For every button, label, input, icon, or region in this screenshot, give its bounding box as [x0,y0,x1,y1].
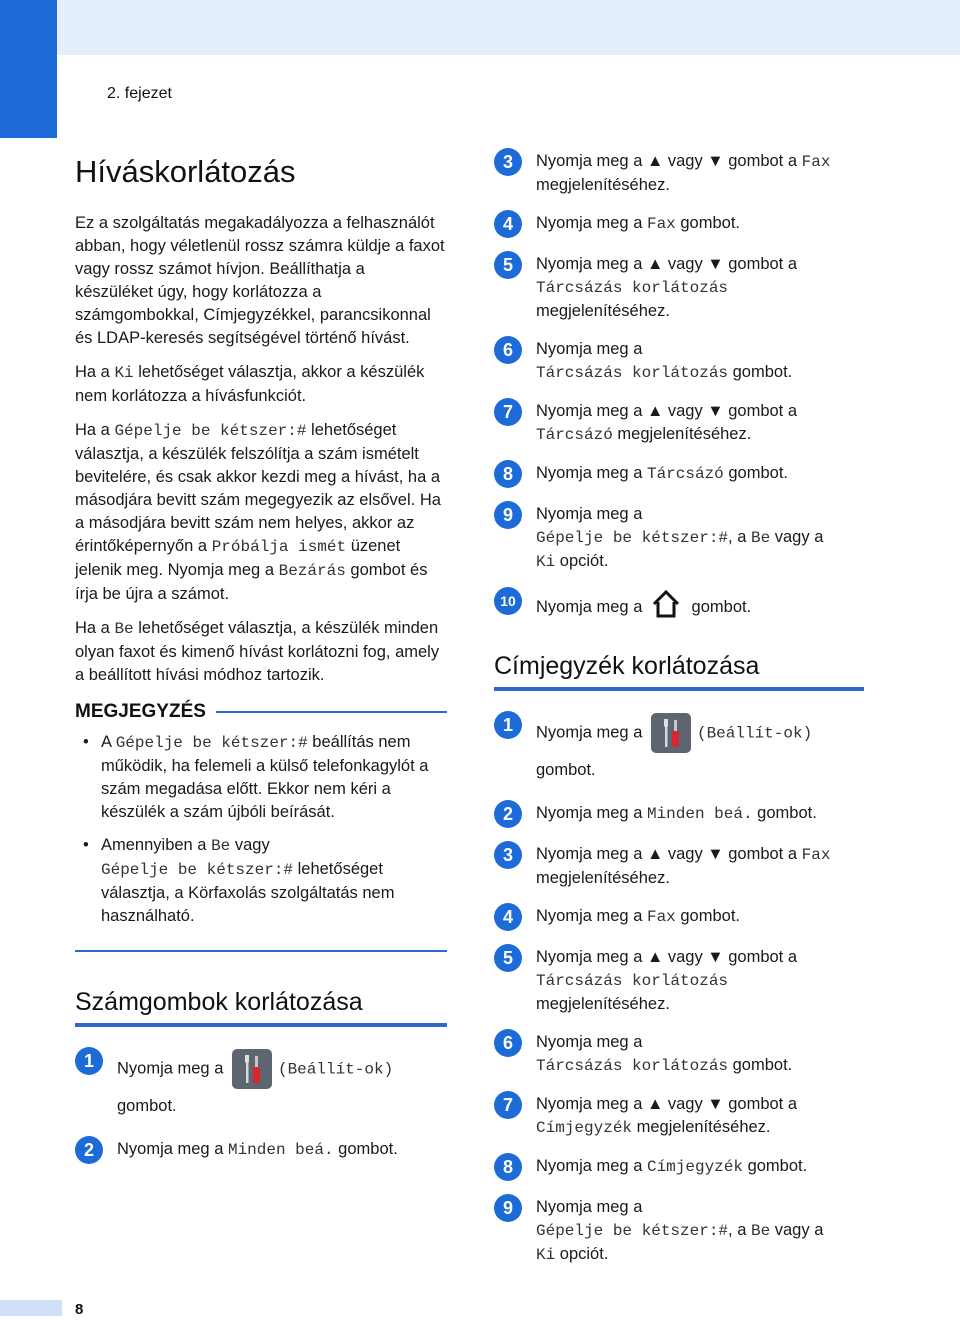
step-text [536,1155,864,1181]
paragraph-gepelje [75,419,447,606]
step [494,400,864,447]
text: Nyomja meg a [536,1033,643,1051]
text: A [101,733,116,751]
section-title-numkeys: Számgombok korlátozása [75,988,447,1027]
text: megjelenítéséhez. [536,995,670,1013]
step [494,713,864,787]
code-be: Be [114,620,134,638]
text: Ha a [75,363,115,381]
right-column [494,150,864,1282]
step-number: 3 [494,148,522,176]
step [494,212,864,238]
step-text [536,253,864,323]
step-text [536,1093,864,1140]
text: Nyomja meg a [536,723,647,742]
step-number: 4 [494,903,522,931]
code-gepelje: Gépelje be kétszer:# [536,1222,729,1240]
text: megjelenítéséhez. [536,176,670,194]
code-ki: Ki [536,1246,556,1264]
code-gepelje: Gépelje be kétszer:# [536,529,729,547]
step-number: 7 [494,1091,522,1119]
step [494,462,864,488]
code-fax: Fax [646,908,676,926]
code-tarcsazas: Tárcsázás korlátozás [536,364,729,382]
section-title-addressbook: Címjegyzék korlátozása [494,652,864,691]
code-bezaras: Bezárás [278,562,346,580]
text: Ha a [75,421,115,439]
step-text [536,713,864,787]
text: gombot. [723,464,788,482]
step [494,802,864,828]
text: megjelenítéséhez. [536,302,670,320]
bullet-dot: • [83,836,89,854]
text: Amennyiben a [101,836,212,854]
code-fax: Fax [646,215,676,233]
text: üzenet jelenik meg. Nyomja meg a [75,537,401,579]
step [494,905,864,931]
step-text [117,1049,447,1123]
text: lehetőséget választja, a készülék minden olyan faxot és kimenő hívást korlátozni fog, amely a beállított hívási módhoz tartozik. [75,619,440,684]
code-gepelje: Gépelje be kétszer:# [101,861,294,879]
text: beállítás nem működik, ha felemeli a külső telefonkagylót a szám megadása előtt. Ekkor nem kéri a készülék a szám újbóli beírását. [101,733,429,821]
step-text [536,400,864,447]
text: gombot. [536,761,596,779]
step-text [536,905,864,931]
code-tarcsazas: Tárcsázás korlátozás [536,972,729,990]
code-tarcsazas: Tárcsázás korlátozás [536,279,729,297]
text: Nyomja meg a [536,505,643,523]
text: megjelenítéséhez. [536,869,670,887]
step-number: 4 [494,210,522,238]
text: vagy a [770,1221,824,1239]
code-cimjegyzek: Címjegyzék [646,1158,743,1176]
step [494,589,864,626]
settings-tools-icon[interactable] [232,1049,272,1089]
step [494,503,864,574]
step [494,1196,864,1267]
code-tarcsazo: Tárcsázó [646,465,724,483]
code-beallit: (Beállít-ok) [696,724,813,743]
text: gombot. [117,1097,177,1115]
text: gombot és írja be újra a számot. [75,561,428,603]
text: opciót. [555,552,609,570]
step [494,150,864,197]
text: , a [728,1221,751,1239]
step-text [536,946,864,1016]
text: lehetőséget választja, a Körfaxolás szolgáltatás nem használható. [101,860,395,925]
step [494,1155,864,1181]
step [494,946,864,1016]
step-number: 6 [494,1029,522,1057]
code-fax: Fax [801,846,831,864]
step-number: 5 [494,944,522,972]
text: Nyomja meg a [536,214,647,232]
text: gombot. [675,214,740,232]
text: Nyomja meg a [536,1157,647,1175]
left-column [75,150,447,1179]
code-be: Be [750,529,771,547]
step-number: 2 [75,1136,103,1164]
code-be: Be [211,837,231,855]
step [75,1049,447,1123]
step [494,1031,864,1078]
text: Nyomja meg a [536,1198,643,1216]
step-text [117,1138,447,1164]
text: Nyomja meg a ▲ vagy ▼ gombot a [536,948,798,966]
code-probalja: Próbálja ismét [211,538,347,556]
text: lehetőséget választja, a készülék felszólítja a szám ismételt bevitelére, és csak akkor kezdi meg a hívást, ha a másodjára bevitt szám megegyezik az elsővel. Ha a másodjára bevitt szám nem helyes, akkor az érintőképernyőn a [75,421,441,555]
text: gombot. [728,1056,793,1074]
text: lehetőséget választja, akkor a készülék nem korlátozza a hívásfunkciót. [75,363,425,405]
note-end-rule [75,950,447,952]
text: gombot. [675,907,740,925]
text: Nyomja meg a [536,804,647,822]
text: Nyomja meg a ▲ vagy ▼ gombot a [536,1095,798,1113]
note-bullet [83,731,447,824]
home-icon[interactable] [651,589,681,626]
code-gepelje: Gépelje be kétszer:# [115,734,308,752]
text: Nyomja meg a ▲ vagy ▼ gombot a [536,255,798,273]
text: Nyomja meg a ▲ vagy ▼ gombot a [536,845,802,863]
code-gepelje: Gépelje be kétszer:# [114,422,307,440]
text: megjelenítéséhez. [632,1118,771,1136]
text: Nyomja meg a [117,1140,228,1158]
bullet-dot: • [83,733,89,751]
text: Nyomja meg a [117,1059,228,1078]
text: Nyomja meg a [536,340,643,358]
note-bullet [83,834,447,928]
step [494,338,864,385]
step-number: 1 [75,1047,103,1075]
code-minden: Minden beá. [227,1141,334,1159]
text: vagy [230,836,270,854]
text: Nyomja meg a [536,597,647,616]
chapter-label: 2. fejezet [107,85,172,102]
step-number: 6 [494,336,522,364]
step-number: 2 [494,800,522,828]
text: opciót. [555,1245,609,1263]
step-text [536,843,864,890]
bullet-text [101,834,447,928]
step-text [536,1031,864,1078]
step-number: 1 [494,711,522,739]
header-band [57,0,960,55]
step-text [536,503,864,574]
step-text [536,1196,864,1267]
text: gombot. [728,363,793,381]
text: gombot. [752,804,817,822]
note-title: MEGJEGYZÉS [75,701,206,722]
text: gombot. [333,1140,398,1158]
step-number: 5 [494,251,522,279]
bullet-text [101,731,447,824]
code-fax: Fax [801,153,831,171]
text: Nyomja meg a ▲ vagy ▼ gombot a [536,402,798,420]
code-beallit: (Beállít-ok) [277,1060,394,1079]
code-be: Be [750,1222,771,1240]
step-text [536,150,864,197]
text: gombot. [742,1157,808,1175]
page-title: Híváskorlátozás [75,154,296,189]
step-number: 7 [494,398,522,426]
step-text [536,802,864,828]
text: Nyomja meg a [536,464,647,482]
text: vagy a [770,528,824,546]
step-text [536,338,864,385]
text: megjelenítéséhez. [612,425,752,443]
text: , a [728,528,751,546]
paragraph-be [75,617,447,687]
note-rule [216,711,447,713]
code-minden: Minden beá. [646,805,753,823]
text: Nyomja meg a [536,907,647,925]
step-text [536,212,864,238]
chapter-tab [0,0,57,138]
text: Ha a [75,619,115,637]
step-number: 10 [494,587,522,615]
footer-band [0,1300,62,1316]
code-tarcsazas: Tárcsázás korlátozás [536,1057,729,1075]
code-cimjegyzek: Címjegyzék [536,1119,633,1137]
paragraph-ki [75,361,447,408]
step [494,253,864,323]
step [494,843,864,890]
step-number: 8 [494,460,522,488]
settings-tools-icon[interactable] [651,713,691,753]
step-text [536,462,864,488]
step-number: 9 [494,1194,522,1222]
code-ki: Ki [114,364,134,382]
step [75,1138,447,1164]
step [494,1093,864,1140]
intro-paragraph: Ez a szolgáltatás megakadályozza a felhasználót abban, hogy véletlenül rossz számra küldje a faxot vagy rossz számot hívjon. Beállíthatja a készüléket úgy, hogy korlátozza a számgombokkal, Címjegyzékkel, parancsikonnal és LDAP-keresés segítségével történő hívást. [75,214,445,347]
code-tarcsazo: Tárcsázó [536,426,613,444]
step-number: 9 [494,501,522,529]
step-number: 8 [494,1153,522,1181]
step-text [536,589,864,626]
text: gombot. [686,597,752,616]
page-number: 8 [75,1301,84,1318]
code-ki: Ki [536,553,556,571]
text: Nyomja meg a ▲ vagy ▼ gombot a [536,152,802,170]
step-number: 3 [494,841,522,869]
note-header [75,701,447,723]
